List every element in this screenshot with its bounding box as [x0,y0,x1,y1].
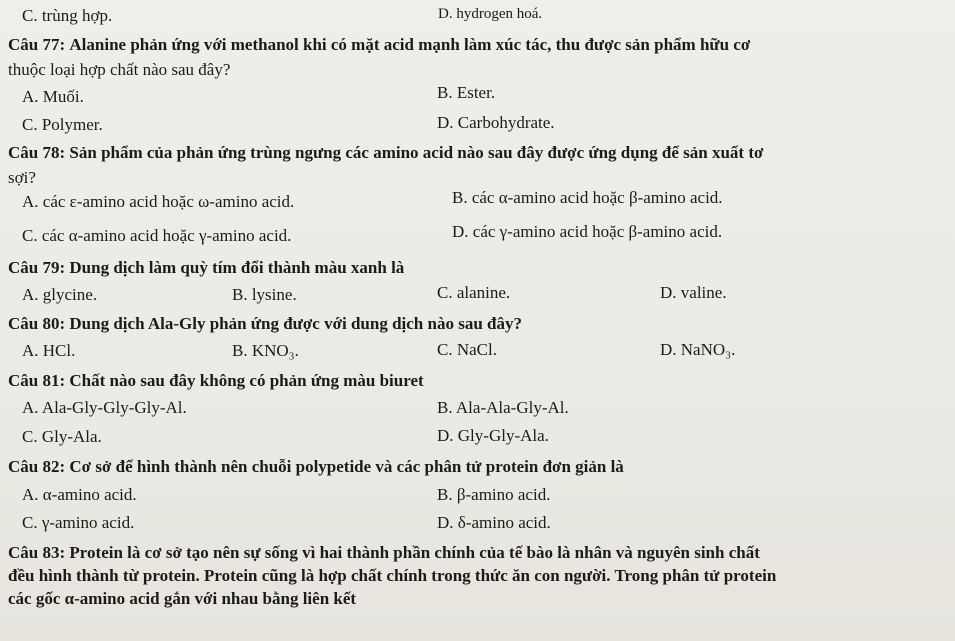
option-b: B. KNO₃. [232,341,299,360]
option-d: D. valine. [660,283,727,302]
option-c: C. các α-amino acid hoặc γ-amino acid. [22,226,292,245]
option-d: D. Gly-Gly-Ala. [437,426,549,445]
option-a: A. α-amino acid. [22,485,137,504]
question-text: Alanine phản ứng với methanol khi có mặt acid mạnh làm xúc tác, thu được sản phẩm hữu cơ [69,35,751,54]
question-77 [8,35,750,55]
question-text-end: có phản ứng màu biuret [249,371,424,390]
question-83 [8,543,760,563]
option-c: C. Gly-Ala. [22,427,102,446]
option-b: B. β-amino acid. [437,485,551,504]
option-b: B. các α-amino acid hoặc β-amino acid. [452,188,723,207]
question-79 [8,258,404,278]
option-a: A. các ε-amino acid hoặc ω-amino acid. [22,192,295,211]
option-c: C. γ-amino acid. [22,513,135,532]
prev-option-c: C. trùng hợp. [22,6,113,25]
option-b: B. Ala-Ala-Gly-Al. [437,398,569,417]
option-c: C. alanine. [437,283,511,302]
question-text: Dung dịch làm quỳ tím đổi thành màu xanh là [69,258,405,277]
question-label: Câu 80: [8,314,66,333]
question-80 [8,314,522,334]
option-d: D. Carbohydrate. [437,113,555,132]
option-a: A. Ala-Gly-Gly-Gly-Al. [22,398,187,417]
question-text: Dung dịch Ala-Gly phản ứng được với dung dịch nào sau đây? [69,314,522,333]
question-label: Câu 82: [8,457,66,476]
option-c: C. NaCl. [437,340,497,359]
option-a: A. HCl. [22,341,76,360]
question-82 [8,457,624,477]
option-c: C. Polymer. [22,115,103,134]
question-text: Chất nào sau đây [69,371,196,390]
question-text: Protein là cơ sở tạo nên sự sống vì hai thành phần chính của tế bào là nhân và nguyên sinh chất [69,543,760,562]
question-label: Câu 79: [8,258,66,277]
question-text: Sản phẩm của phản ứng trùng ngưng các amino acid nào sau đây được ứng dụng để sản xuất tơ [69,143,764,162]
prev-option-d: D. hydrogen hoá. [438,6,543,22]
question-81 [8,371,424,391]
question-text: Cơ sở để hình thành nên chuỗi polypetide và các phân tử protein đơn giản là [69,457,624,476]
option-d: D. NaNO₃. [660,340,736,359]
question-label: Câu 81: [8,371,66,390]
question-label: Câu 83: [8,543,66,562]
question-78-cont: sợi? [8,168,36,187]
question-emphasis: không [199,371,246,390]
option-d: D. các γ-amino acid hoặc β-amino acid. [452,222,723,241]
option-a: A. glycine. [22,285,98,304]
question-83-cont2: các gốc α-amino acid gắn với nhau bằng liên kết [8,589,357,608]
option-a: A. Muối. [22,87,84,106]
option-d: D. δ-amino acid. [437,513,551,532]
question-label: Câu 77: [8,35,66,54]
option-b: B. lysine. [232,285,297,304]
question-label: Câu 78: [8,143,66,162]
option-b: B. Ester. [437,83,496,102]
question-77-cont: thuộc loại hợp chất nào sau đây? [8,60,231,79]
question-83-cont: đều hình thành từ protein. Protein cũng là hợp chất chính trong thức ăn con người. Trong phân tử protein [8,566,777,585]
question-78 [8,143,763,163]
